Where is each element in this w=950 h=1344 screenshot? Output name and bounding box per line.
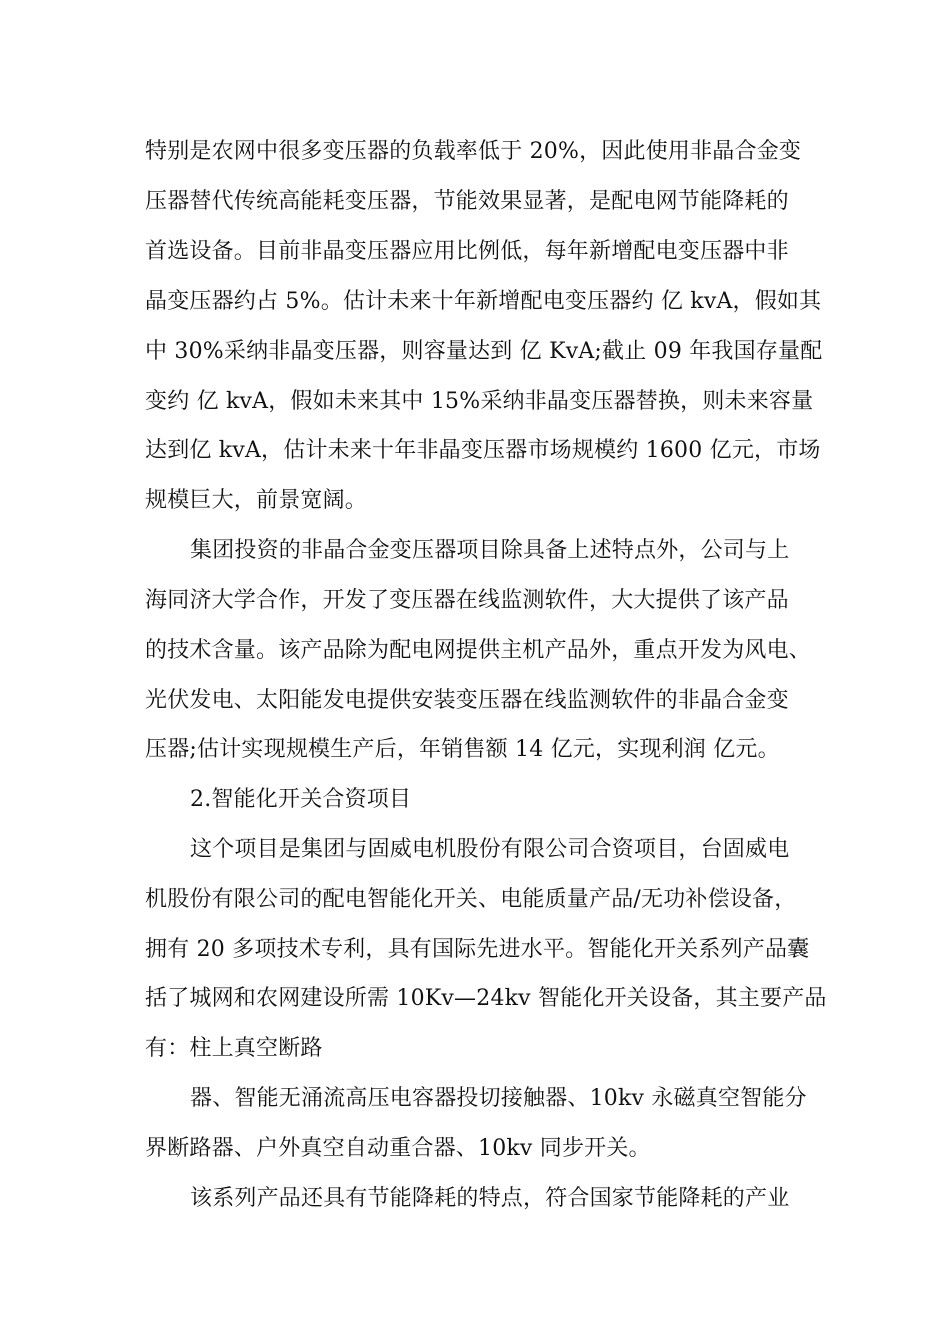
text-line: 达到亿 kvA，估计未来十年非晶变压器市场规模约 1600 亿元，市场 (145, 438, 821, 463)
text-line: 特别是农网中很多变压器的负载率低于 20%，因此使用非晶合金变 (145, 139, 802, 164)
text-line: 中 30%采纳非晶变压器，则容量达到 亿 KvA;截止 09 年我国存量配 (145, 339, 823, 364)
text-line: 晶变压器约占 5%。估计未来十年新增配电变压器约 亿 kvA，假如其 (145, 289, 822, 314)
text-line: 光伏发电、太阳能发电提供安装变压器在线监测软件的非晶合金变 (145, 688, 789, 713)
text-line: 该系列产品还具有节能降耗的特点，符合国家节能降耗的产业 (190, 1186, 790, 1211)
text-line: 这个项目是集团与固威电机股份有限公司合资项目，台固威电 (190, 837, 790, 862)
text-line: 变约 亿 kvA，假如未来其中 15%采纳非晶变压器替换，则未来容量 (145, 389, 814, 414)
text-line: 界断路器、户外真空自动重合器、10kv 同步开关。 (145, 1136, 651, 1161)
text-line: 规模巨大，前景宽阔。 (145, 488, 368, 513)
text-line: 集团投资的非晶合金变压器项目除具备上述特点外，公司与上 (190, 538, 790, 563)
text-line: 的技术含量。该产品除为配电网提供主机产品外，重点开发为风电、 (145, 638, 812, 663)
text-line: 首选设备。目前非晶变压器应用比例低，每年新增配电变压器中非 (145, 239, 789, 264)
text-line: 压器;估计实现规模生产后，年销售额 14 亿元，实现利润 亿元。 (145, 737, 780, 762)
text-line: 拥有 20 多项技术专利，具有国际先进水平。智能化开关系列产品囊 (145, 937, 810, 962)
text-line: 有：柱上真空断路 (145, 1036, 323, 1061)
text-line: 器、智能无涌流高压电容器投切接触器、10kv 永磁真空智能分 (190, 1086, 807, 1111)
text-line: 机股份有限公司的配电智能化开关、电能质量产品/无功补偿设备， (145, 887, 797, 912)
section-heading: 2.智能化开关合资项目 (190, 787, 412, 812)
text-line: 压器替代传统高能耗变压器，节能效果显著，是配电网节能降耗的 (145, 189, 789, 214)
text-line: 海同济大学合作，开发了变压器在线监测软件，大大提供了该产品 (145, 588, 789, 613)
text-line: 括了城网和农网建设所需 10Kv—24kv 智能化开关设备，其主要产品 (145, 986, 827, 1011)
